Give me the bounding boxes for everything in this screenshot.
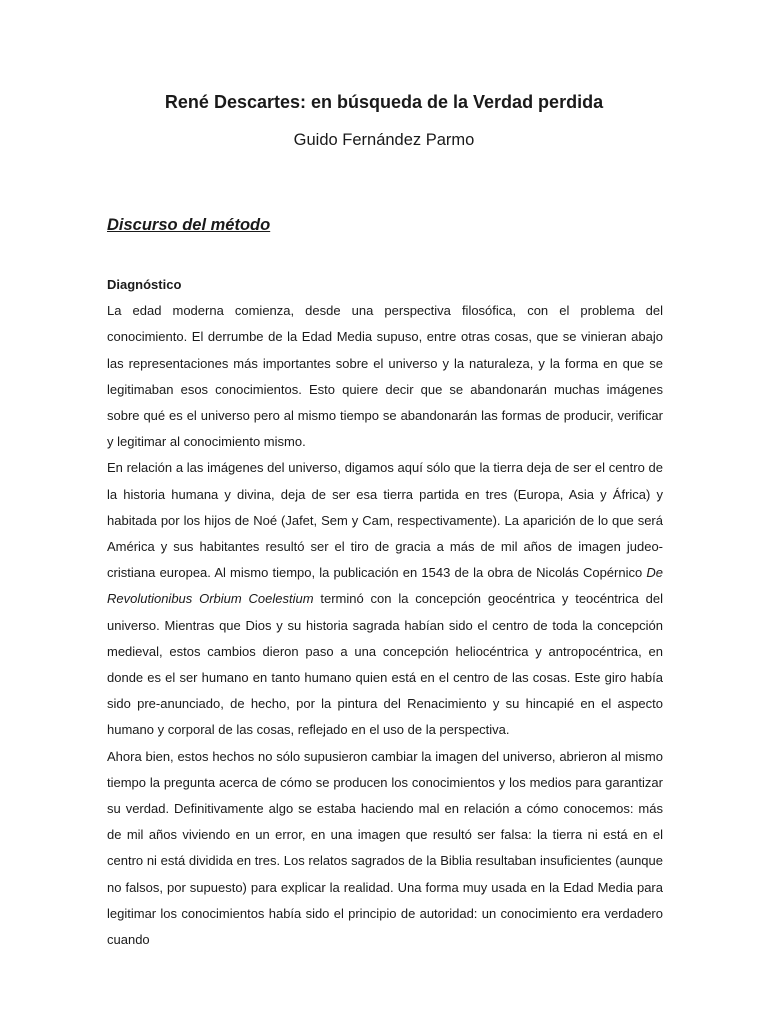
paragraph-2-text-start: En relación a las imágenes del universo, digamos aquí sólo que la tierra deja de ser el centro de la historia humana y divina, deja de ser esa tierra partida en tres (Europa, Asia y África) y habitada por los hijos de Noé (Jafet, Sem y Cam, respectivamente). La aparición de lo que será América y sus habitantes resultó ser el tiro de gracia a más de mil años de imagen judeo-cristiana europea. Al mismo tiempo, la publicación en 1543 de la obra de Nicolás Copérnico xyxy=(107,460,663,581)
section-heading: Discurso del método xyxy=(107,216,271,234)
document-author: Guido Fernández Parmo xyxy=(293,131,475,149)
paragraph-3: Ahora bien, estos hechos no sólo supusieron cambiar la imagen del universo, abrieron al mismo tiempo la pregunta acerca de cómo se producen los conocimientos y los medios para garantizar su verdad. Definitivamente algo se estaba haciendo mal en relación a cómo conocemos: más de mil años viviendo en un error, en una imagen que resultó ser falsa: la tierra ni está en el centro ni está dividida en tres. Los relatos sagrados de la Biblia resultaban insuficientes (aunque no falsos, por supuesto) para explicar la realidad. Una forma muy usada en la Edad Media para legitimar los conocimientos había sido el principio de autoridad: un conocimiento era verdadero cuando xyxy=(107,748,663,948)
paragraph-2 xyxy=(107,455,663,743)
document-title: René Descartes: en búsqueda de la Verdad perdida xyxy=(164,92,604,112)
document-body xyxy=(107,272,663,953)
book-title-italic: De Revolutionibus Orbium Coelestium xyxy=(107,565,663,607)
subheading: Diagnóstico xyxy=(107,277,182,292)
paragraph-2-text-end: terminó con la concepción geocéntrica y teocéntrica del universo. Mientras que Dios y su historia sagrada habían sido el centro de toda la concepción medieval, estos cambios dieron paso a una concepción heliocéntrica y antropocéntrica, en donde es el ser humano en tanto humano quien está en el centro de las cosas. Este giro había sido pre-anunciado, de hecho, por la pintura del Renacimiento y su hincapié en el aspecto humano y corporal de las cosas, reflejado en el uso de la perspectiva. xyxy=(107,591,663,738)
paragraph-1: La edad moderna comienza, desde una perspectiva filosófica, con el problema del conocimiento. El derrumbe de la Edad Media supuso, entre otras cosas, que se vinieran abajo las representaciones más importantes sobre el universo y la naturaleza, y la forma en que se legitimaban esos conocimientos. Esto quiere decir que se abandonarán muchas imágenes sobre qué es el universo pero al mismo tiempo se abandonarán las formas de producir, verificar y legitimar al conocimiento mismo. xyxy=(107,303,663,450)
